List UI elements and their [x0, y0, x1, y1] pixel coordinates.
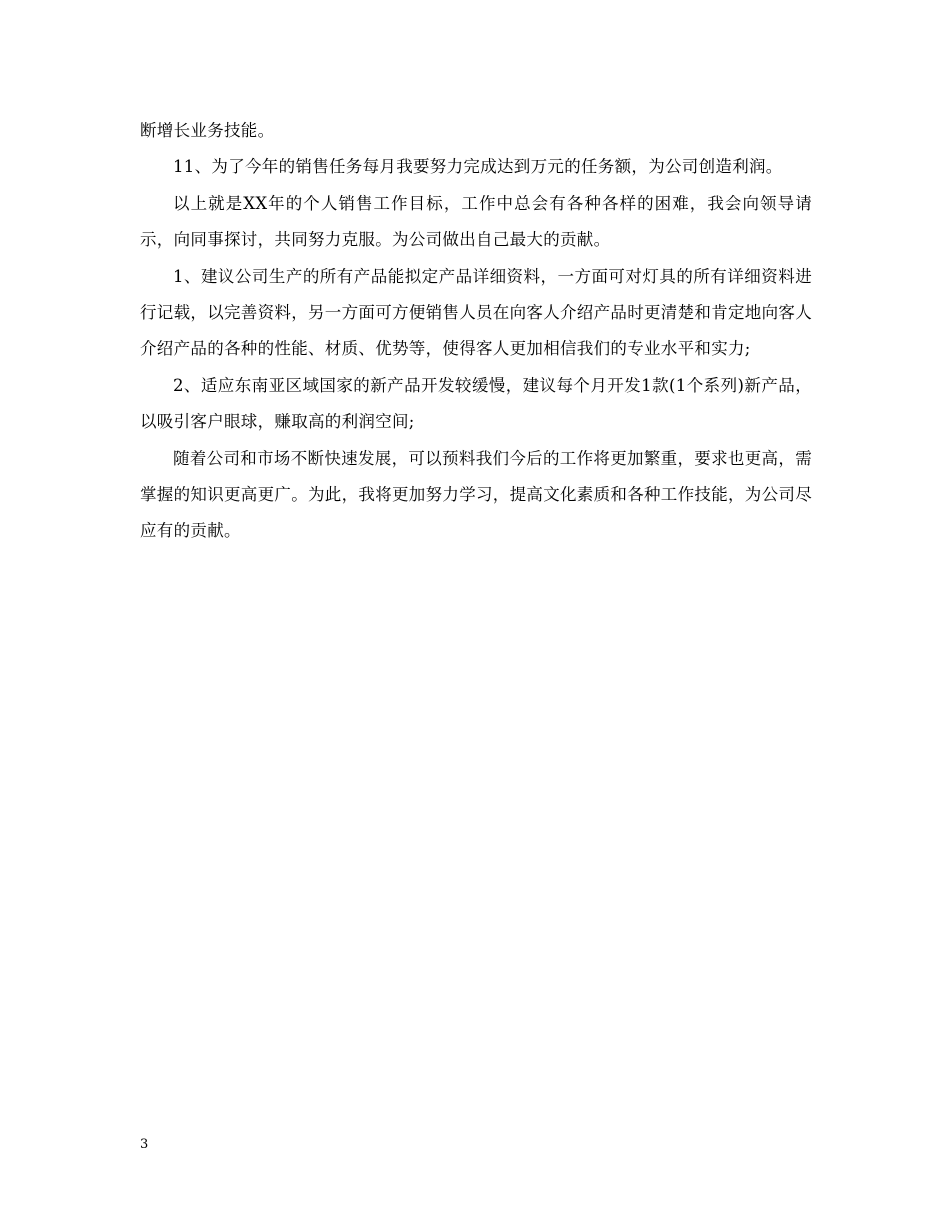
paragraph-summary: 以上就是XX年的个人销售工作目标，工作中总会有各种各样的困难，我会向领导请示，向同事探讨，共同努力克服。为公司做出自己最大的贡献。: [140, 193, 812, 250]
page-number: 3: [140, 1137, 149, 1152]
paragraph-continuation: 断增长业务技能。: [140, 121, 275, 140]
paragraph-suggestion-2: 2、适应东南亚区域国家的新产品开发较缓慢，建议每个月开发1款(1个系列)新产品，以吸引客户眼球，赚取高的利润空间;: [140, 375, 812, 432]
paragraph-conclusion: 随着公司和市场不断快速发展，可以预料我们今后的工作将更加繁重，要求也更高，需掌握的知识更高更广。为此，我将更加努力学习，提高文化素质和各种工作技能，为公司尽应有的贡献。: [140, 448, 812, 541]
paragraph-suggestion-1: 1、建议公司生产的所有产品能拟定产品详细资料，一方面可对灯具的所有详细资料进行记载，以完善资料，另一方面可方便销售人员在向客人介绍产品时更清楚和肯定地向客人介绍产品的各种的性能、材质、优势等，使得客人更加相信我们的专业水平和实力;: [140, 266, 812, 359]
document-body: [140, 113, 812, 550]
paragraph-item-11: 11、为了今年的销售任务每月我要努力完成达到万元的任务额，为公司创造利润。: [173, 157, 783, 177]
